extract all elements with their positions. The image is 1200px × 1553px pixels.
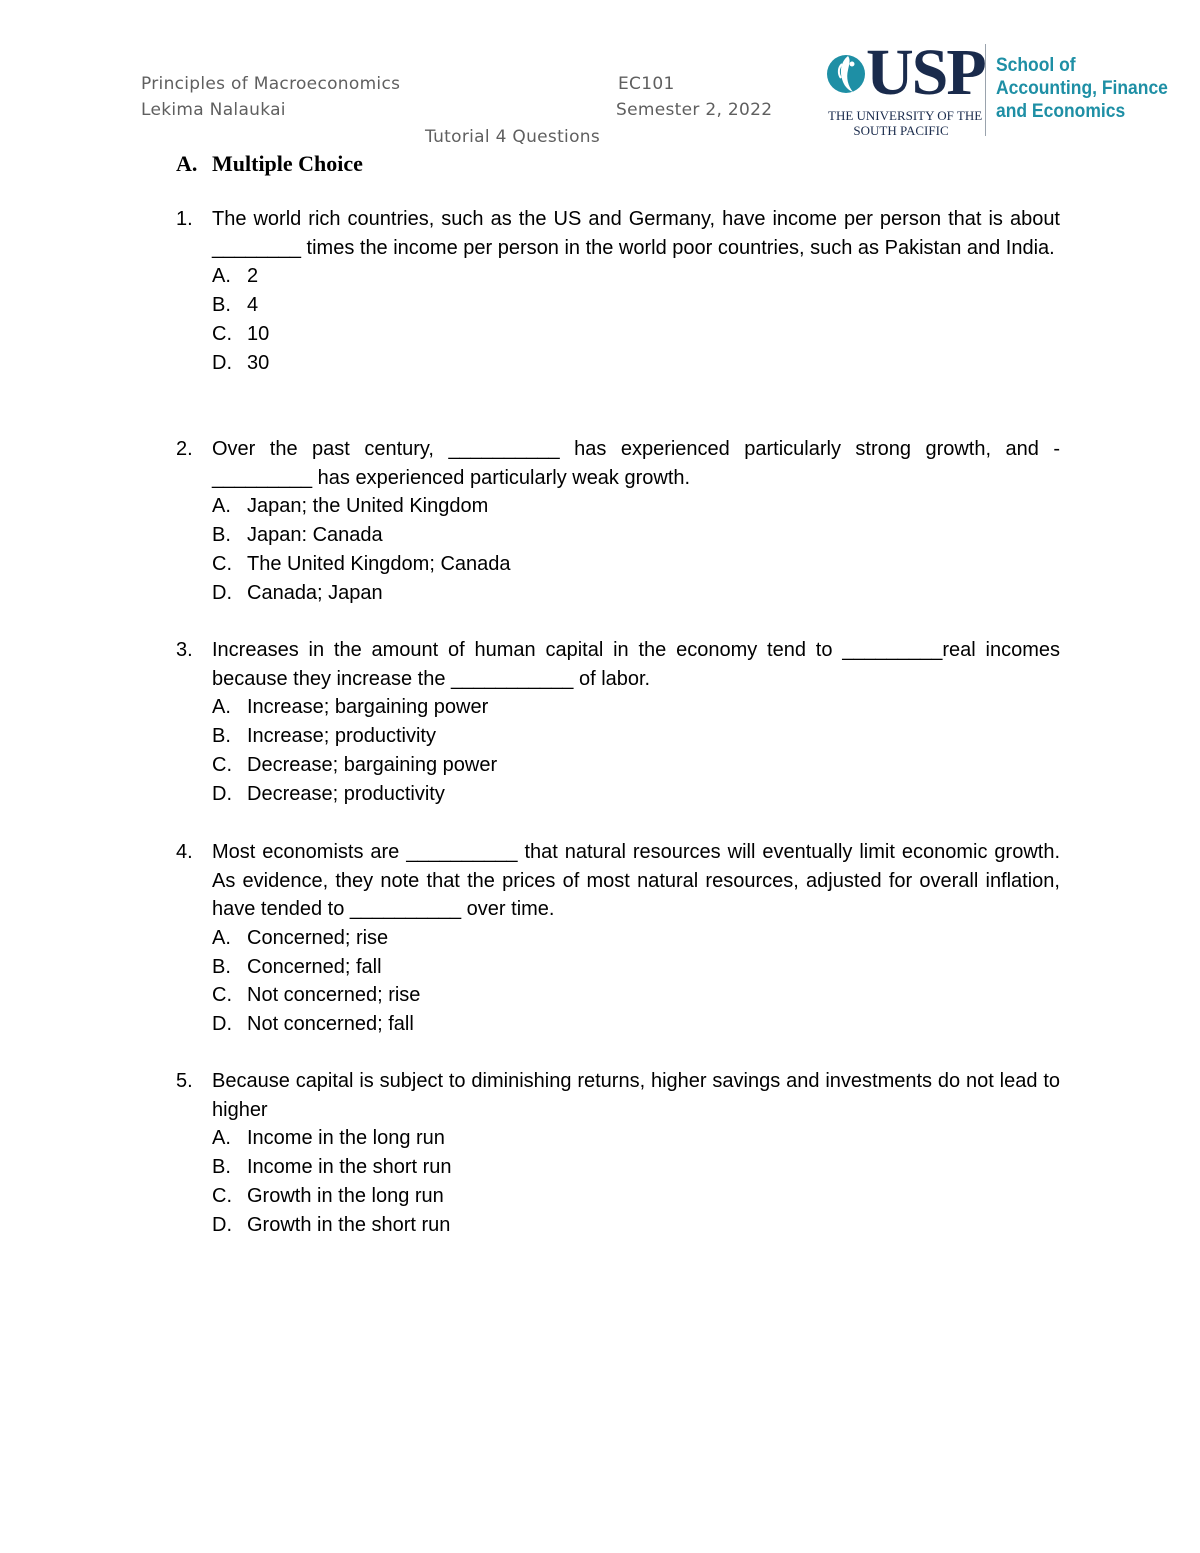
option-text: Not concerned; fall bbox=[247, 1013, 414, 1036]
option-a bbox=[212, 924, 1060, 953]
option-text: Canada; Japan bbox=[247, 581, 383, 604]
option-text: Increase; productivity bbox=[247, 724, 436, 747]
option-text: Concerned; fall bbox=[247, 955, 382, 978]
option-d bbox=[212, 579, 1060, 608]
question-stem: Most economists are __________ that natural resources will eventually limit economic growth. As evidence, they note that the prices of most natural resources, adjusted for overall inflation, have tended to __________ over time. bbox=[212, 841, 1060, 921]
option-letter: B. bbox=[212, 724, 231, 747]
lecturer-name: Lekima Nalaukai bbox=[141, 100, 286, 120]
option-letter: A. bbox=[212, 1127, 231, 1150]
school-name-line-2: Accounting, Finance bbox=[996, 78, 1168, 99]
option-c bbox=[212, 751, 1060, 780]
university-name-line-1: THE UNIVERSITY OF THE bbox=[828, 108, 983, 123]
option-text: Decrease; bargaining power bbox=[247, 753, 498, 776]
option-d bbox=[212, 349, 1060, 378]
option-c bbox=[212, 981, 1060, 1010]
option-letter: D. bbox=[212, 581, 232, 604]
option-list bbox=[212, 924, 1060, 1039]
option-letter: D. bbox=[212, 782, 232, 805]
question-stem: Because capital is subject to diminishing returns, higher savings and investments do not lead to higher bbox=[212, 1070, 1060, 1121]
option-d bbox=[212, 780, 1060, 809]
option-text: 10 bbox=[247, 322, 270, 345]
question-stem: Over the past century, __________ has experienced particularly strong growth, and - _________ has experienced particularly weak growth. bbox=[212, 438, 1060, 489]
question-stem: The world rich countries, such as the US and Germany, have income per person that is about ________ times the income per person in the world poor countries, such as Pakistan and India. bbox=[212, 208, 1060, 259]
school-name bbox=[996, 54, 1168, 123]
option-text: Growth in the long run bbox=[247, 1184, 444, 1207]
question-1 bbox=[176, 205, 1060, 377]
option-letter: C. bbox=[212, 753, 232, 776]
question-5 bbox=[176, 1067, 1060, 1239]
university-name-line-2: SOUTH PACIFIC bbox=[853, 123, 949, 138]
question-stem: Increases in the amount of human capital in the economy tend to _________real incomes because they increase the ___________ of labor. bbox=[212, 639, 1060, 690]
option-text: The United Kingdom; Canada bbox=[247, 552, 511, 575]
section-title: Multiple Choice bbox=[212, 151, 363, 176]
question-number: 4. bbox=[176, 841, 193, 863]
course-code: EC101 bbox=[618, 74, 675, 94]
option-letter: A. bbox=[212, 696, 231, 719]
option-text: Japan: Canada bbox=[247, 523, 383, 546]
course-name: Principles of Macroeconomics bbox=[141, 74, 401, 94]
university-name bbox=[828, 108, 983, 138]
question-number: 1. bbox=[176, 208, 193, 230]
option-text: Not concerned; rise bbox=[247, 984, 421, 1007]
option-c bbox=[212, 1182, 1060, 1211]
option-text: Growth in the short run bbox=[247, 1213, 451, 1236]
option-d bbox=[212, 1010, 1060, 1039]
option-text: 4 bbox=[247, 293, 259, 316]
option-list bbox=[212, 1124, 1060, 1239]
section-heading bbox=[176, 150, 363, 179]
option-letter: C. bbox=[212, 984, 232, 1007]
school-name-line-1: School of bbox=[996, 55, 1076, 76]
option-text: Income in the short run bbox=[247, 1155, 452, 1178]
logo-divider bbox=[985, 44, 986, 136]
usp-logo bbox=[826, 36, 1168, 140]
question-2 bbox=[176, 435, 1060, 607]
option-letter: D. bbox=[212, 1213, 232, 1236]
option-b bbox=[212, 722, 1060, 751]
question-number: 2. bbox=[176, 438, 193, 460]
option-letter: C. bbox=[212, 322, 232, 345]
option-b bbox=[212, 521, 1060, 550]
option-b bbox=[212, 953, 1060, 982]
option-c bbox=[212, 320, 1060, 349]
option-letter: D. bbox=[212, 1013, 232, 1036]
option-letter: A. bbox=[212, 265, 231, 288]
option-letter: B. bbox=[212, 293, 231, 316]
question-number: 3. bbox=[176, 639, 193, 661]
option-letter: C. bbox=[212, 552, 232, 575]
option-a bbox=[212, 262, 1060, 291]
usp-wordmark: USP bbox=[866, 36, 985, 109]
option-c bbox=[212, 550, 1060, 579]
option-letter: B. bbox=[212, 955, 231, 978]
option-text: 2 bbox=[247, 265, 259, 288]
school-name-line-3: and Economics bbox=[996, 101, 1126, 122]
option-a bbox=[212, 1124, 1060, 1153]
question-number: 5. bbox=[176, 1070, 193, 1092]
option-text: 30 bbox=[247, 351, 270, 374]
option-letter: C. bbox=[212, 1184, 232, 1207]
option-d bbox=[212, 1211, 1060, 1240]
section-letter: A. bbox=[176, 151, 198, 176]
question-4 bbox=[176, 838, 1060, 1039]
option-text: Japan; the United Kingdom bbox=[247, 495, 489, 518]
option-text: Decrease; productivity bbox=[247, 782, 445, 805]
option-list bbox=[212, 492, 1060, 607]
option-letter: B. bbox=[212, 523, 231, 546]
tutorial-title: Tutorial 4 Questions bbox=[425, 127, 601, 147]
option-list bbox=[212, 262, 1060, 377]
option-letter: A. bbox=[212, 495, 231, 518]
option-text: Increase; bargaining power bbox=[247, 696, 489, 719]
option-letter: D. bbox=[212, 351, 232, 374]
semester-label: Semester 2, 2022 bbox=[616, 100, 773, 120]
question-3 bbox=[176, 636, 1060, 808]
option-b bbox=[212, 1153, 1060, 1182]
option-letter: A. bbox=[212, 926, 231, 949]
usp-emblem-icon bbox=[826, 44, 866, 104]
option-list bbox=[212, 693, 1060, 808]
option-letter: B. bbox=[212, 1155, 231, 1178]
option-text: Concerned; rise bbox=[247, 926, 389, 949]
option-a bbox=[212, 492, 1060, 521]
option-a bbox=[212, 693, 1060, 722]
option-text: Income in the long run bbox=[247, 1127, 445, 1150]
option-b bbox=[212, 291, 1060, 320]
